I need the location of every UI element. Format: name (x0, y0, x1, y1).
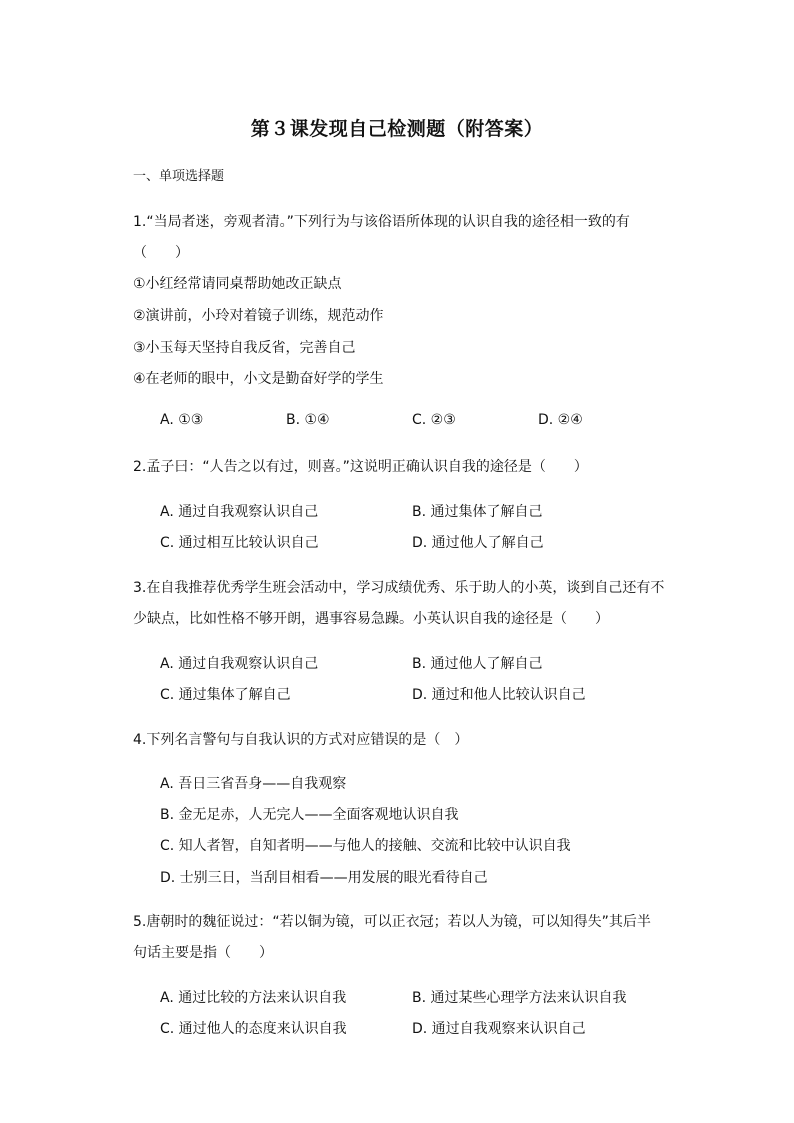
question-4-stem: 4.下列名言警句与自我认识的方式对应错误的是（ ） (133, 732, 469, 748)
question-1-stem-line-2: （ ） (133, 245, 189, 261)
question-1-item-2: ②演讲前，小玲对着镜子训练，规范动作 (133, 308, 384, 324)
question-5-stem-line-2: 句话主要是指（ ） (133, 945, 273, 961)
question-1-stem-line-1: 1.“当局者迷，旁观者清。”下列行为与该俗语所体现的认识自我的途径相一致的有 (133, 214, 630, 230)
question-2-option-a: A. 通过自我观察认识自己 (160, 504, 319, 520)
question-4-option-a: A. 吾日三省吾身——自我观察 (160, 776, 347, 792)
question-3-stem-line-1: 3.在自我推荐优秀学生班会活动中，学习成绩优秀、乐于助人的小英，谈到自己还有不 (133, 580, 665, 596)
question-1-item-4: ④在老师的眼中，小文是勤奋好学的学生 (133, 371, 384, 387)
question-1-item-3: ③小玉每天坚持自我反省，完善自己 (133, 340, 356, 356)
question-4-option-d: D. 士别三日，当刮目相看——用发展的眼光看待自己 (160, 870, 488, 886)
question-1-option-b: B. ①④ (286, 412, 330, 428)
question-1-option-d: D. ②④ (538, 412, 583, 428)
question-3-option-c: C. 通过集体了解自己 (160, 687, 291, 703)
question-2-option-c: C. 通过相互比较认识自己 (160, 535, 319, 551)
question-5-stem-line-1: 5.唐朝时的魏征说过：“若以铜为镜，可以正衣冠；若以人为镜，可以知得失”其后半 (133, 914, 651, 930)
question-5-option-d: D. 通过自我观察来认识自己 (412, 1021, 586, 1037)
question-5-option-b: B. 通过某些心理学方法来认识自我 (412, 990, 627, 1006)
question-2-option-b: B. 通过集体了解自己 (412, 504, 543, 520)
section-heading: 一、单项选择题 (133, 169, 225, 184)
question-5-option-a: A. 通过比较的方法来认识自我 (160, 990, 347, 1006)
question-4-option-c: C. 知人者智，自知者明——与他人的接触、交流和比较中认识自我 (160, 838, 571, 854)
question-3-option-a: A. 通过自我观察认识自己 (160, 656, 319, 672)
question-3-option-d: D. 通过和他人比较认识自己 (412, 687, 586, 703)
document-title: 第３课发现自己检测题（附答案） (250, 118, 544, 140)
question-2-stem: 2.孟子曰：“人告之以有过，则喜。”这说明正确认识自我的途径是（ ） (133, 459, 588, 475)
question-2-option-d: D. 通过他人了解自己 (412, 535, 544, 551)
question-3-option-b: B. 通过他人了解自己 (412, 656, 543, 672)
question-3-stem-line-2: 少缺点，比如性格不够开朗，遇事容易急躁。小英认识自我的途径是（ ） (133, 611, 609, 627)
question-1-option-a: A. ①③ (160, 412, 204, 428)
question-1-option-c: C. ②③ (412, 412, 456, 428)
question-4-option-b: B. 金无足赤，人无完人——全面客观地认识自我 (160, 807, 459, 823)
question-1-item-1: ①小红经常请同桌帮助她改正缺点 (133, 276, 342, 292)
question-5-option-c: C. 通过他人的态度来认识自我 (160, 1021, 347, 1037)
